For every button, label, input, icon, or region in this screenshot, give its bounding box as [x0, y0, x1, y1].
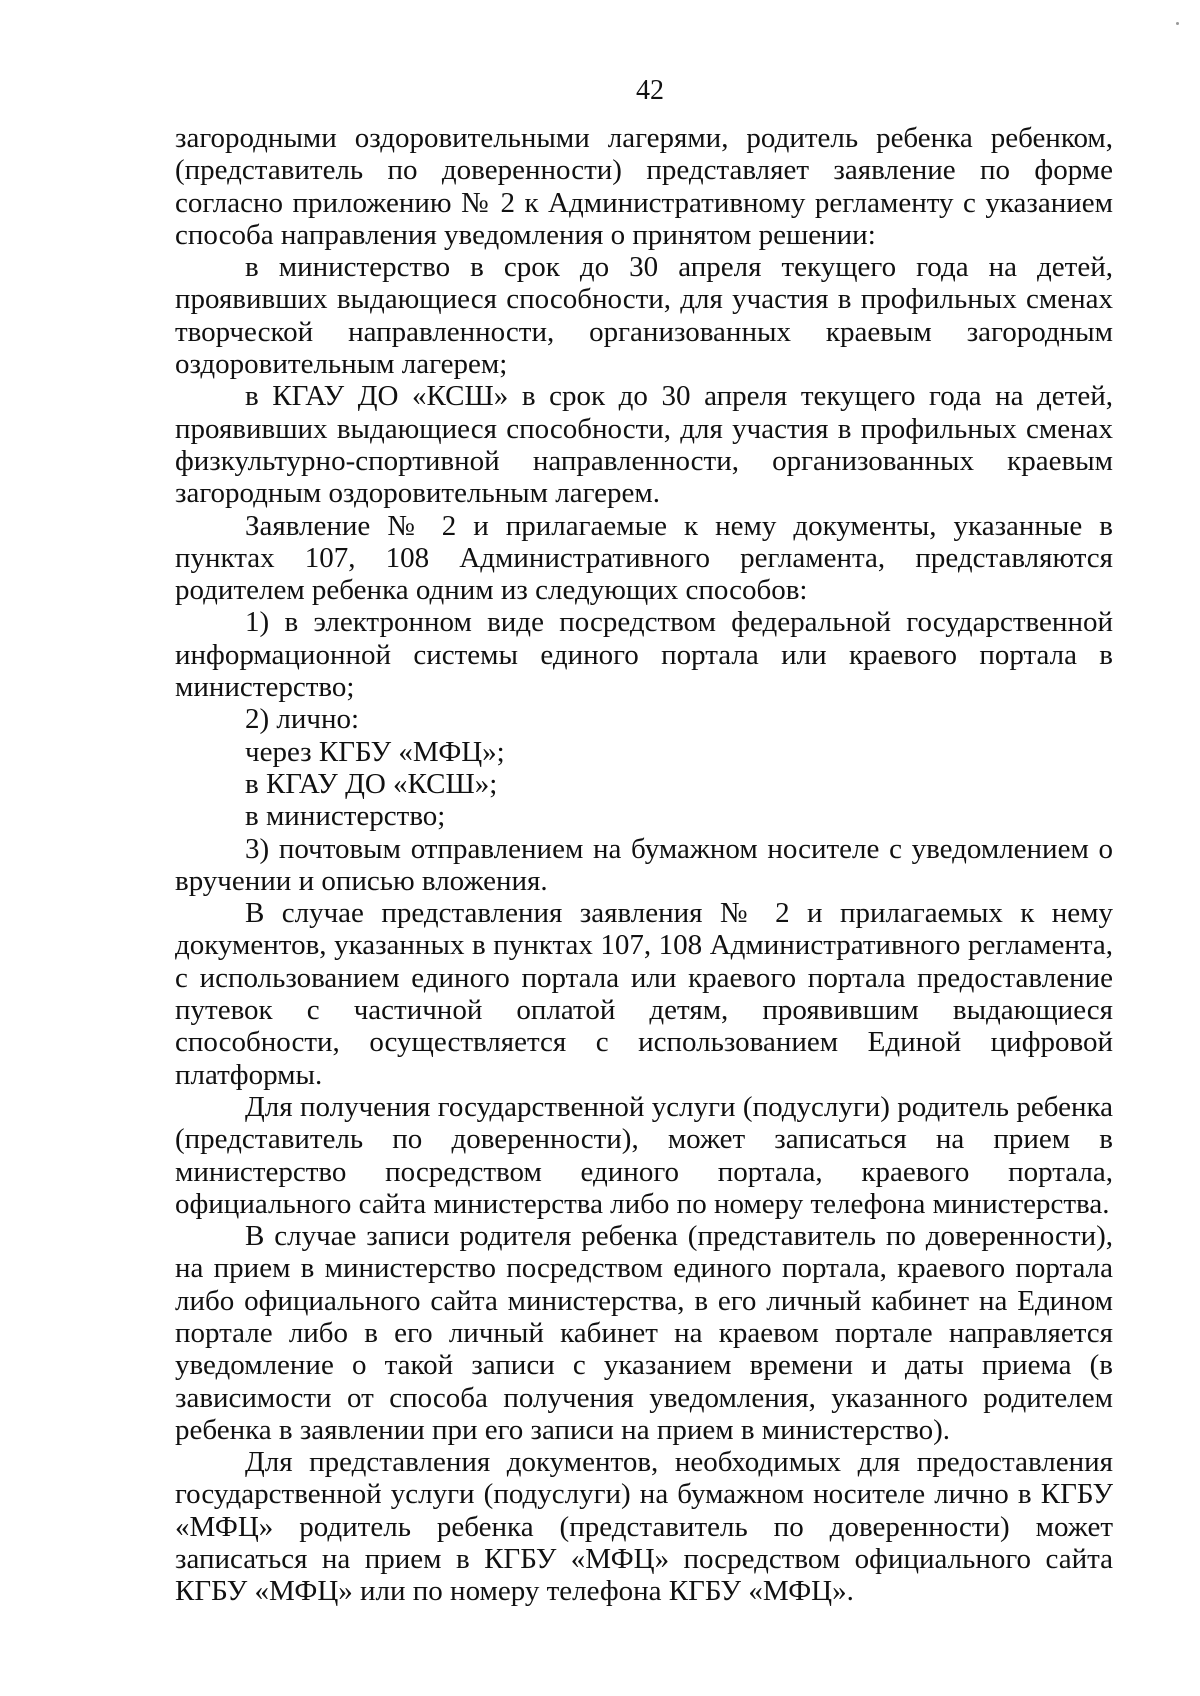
list-item-electronic: 1) в электронном виде посредством федеральной государственной информационной системы единого портала или краевого портала в министерство; — [175, 606, 1113, 704]
paragraph-ministry-deadline: в министерство в срок до 30 апреля текущего года на детей, проявивших выдающиеся способности, для участия в профильных сменах творческой направленности, организованных краевым загородным оздоровительным лагерем; — [175, 251, 1113, 381]
paragraph-appointment: Для получения государственной услуги (подуслуги) родитель ребенка (представитель по доверенности), может записаться на прием в министерство посредством единого портала, краевого портала, официального сайта министерства либо по номеру телефона министерства. — [175, 1090, 1113, 1220]
paragraph-application-methods: Заявление № 2 и прилагаемые к нему документы, указанные в пунктах 107, 108 Административного регламента, представляются родителем ребенка одним из следующих способов: — [175, 509, 1113, 607]
paragraph-intro: загородными оздоровительными лагерями, родитель ребенка ребенком, (представитель по доверенности) представляет заявление по форме согласно приложению № 2 к Административному регламенту с указанием способа направления уведомления о принятом решении: — [175, 122, 1113, 251]
list-item-postal: 3) почтовым отправлением на бумажном носителе с уведомлением о вручении и описью вложения. — [175, 832, 1113, 897]
paragraph-digital-platform: В случае представления заявления № 2 и прилагаемых к нему документов, указанных в пунктах 107, 108 Административного регламента, с использованием единого портала или краевого портала предоставление путевок с частичной оплатой детям, проявившим выдающиеся способности, осуществляется с использованием Единой цифровой платформы. — [175, 897, 1113, 1091]
list-item-in-person: 2) лично: — [245, 703, 360, 736]
paragraph-mfc-appointment: Для представления документов, необходимых для предоставления государственной услуги (подуслуги) на бумажном носителе лично в КГБУ «МФЦ» родитель ребенка (представитель по доверенности) может записаться на прием в КГБУ «МФЦ» посредством официального сайта КГБУ «МФЦ» или по номеру телефона КГБУ «МФЦ». — [175, 1446, 1113, 1608]
document-body — [175, 122, 1113, 1608]
scan-dot — [1176, 22, 1179, 25]
list-item-mfc: через КГБУ «МФЦ»; — [245, 735, 505, 768]
list-item-ksh: в КГАУ ДО «КСШ»; — [245, 767, 498, 800]
page-number: 42 — [636, 75, 664, 106]
paragraph-notification: В случае записи родителя ребенка (представитель по доверенности), на прием в министерство посредством единого портала, краевого портала либо официального сайта министерства, в его личный кабинет на Едином портале либо в его личный кабинет на краевом портале направляется уведомление о такой записи с указанием времени и даты приема (в зависимости от способа получения уведомления, указанного родителем ребенка в заявлении при его записи на прием в министерство). — [175, 1220, 1113, 1446]
paragraph-ksh-deadline: в КГАУ ДО «КСШ» в срок до 30 апреля текущего года на детей, проявивших выдающиеся способности, для участия в профильных сменах физкультурно-спортивной направленности, организованных краевым загородным оздоровительным лагерем. — [175, 380, 1113, 510]
list-item-ministry: в министерство; — [245, 800, 446, 833]
